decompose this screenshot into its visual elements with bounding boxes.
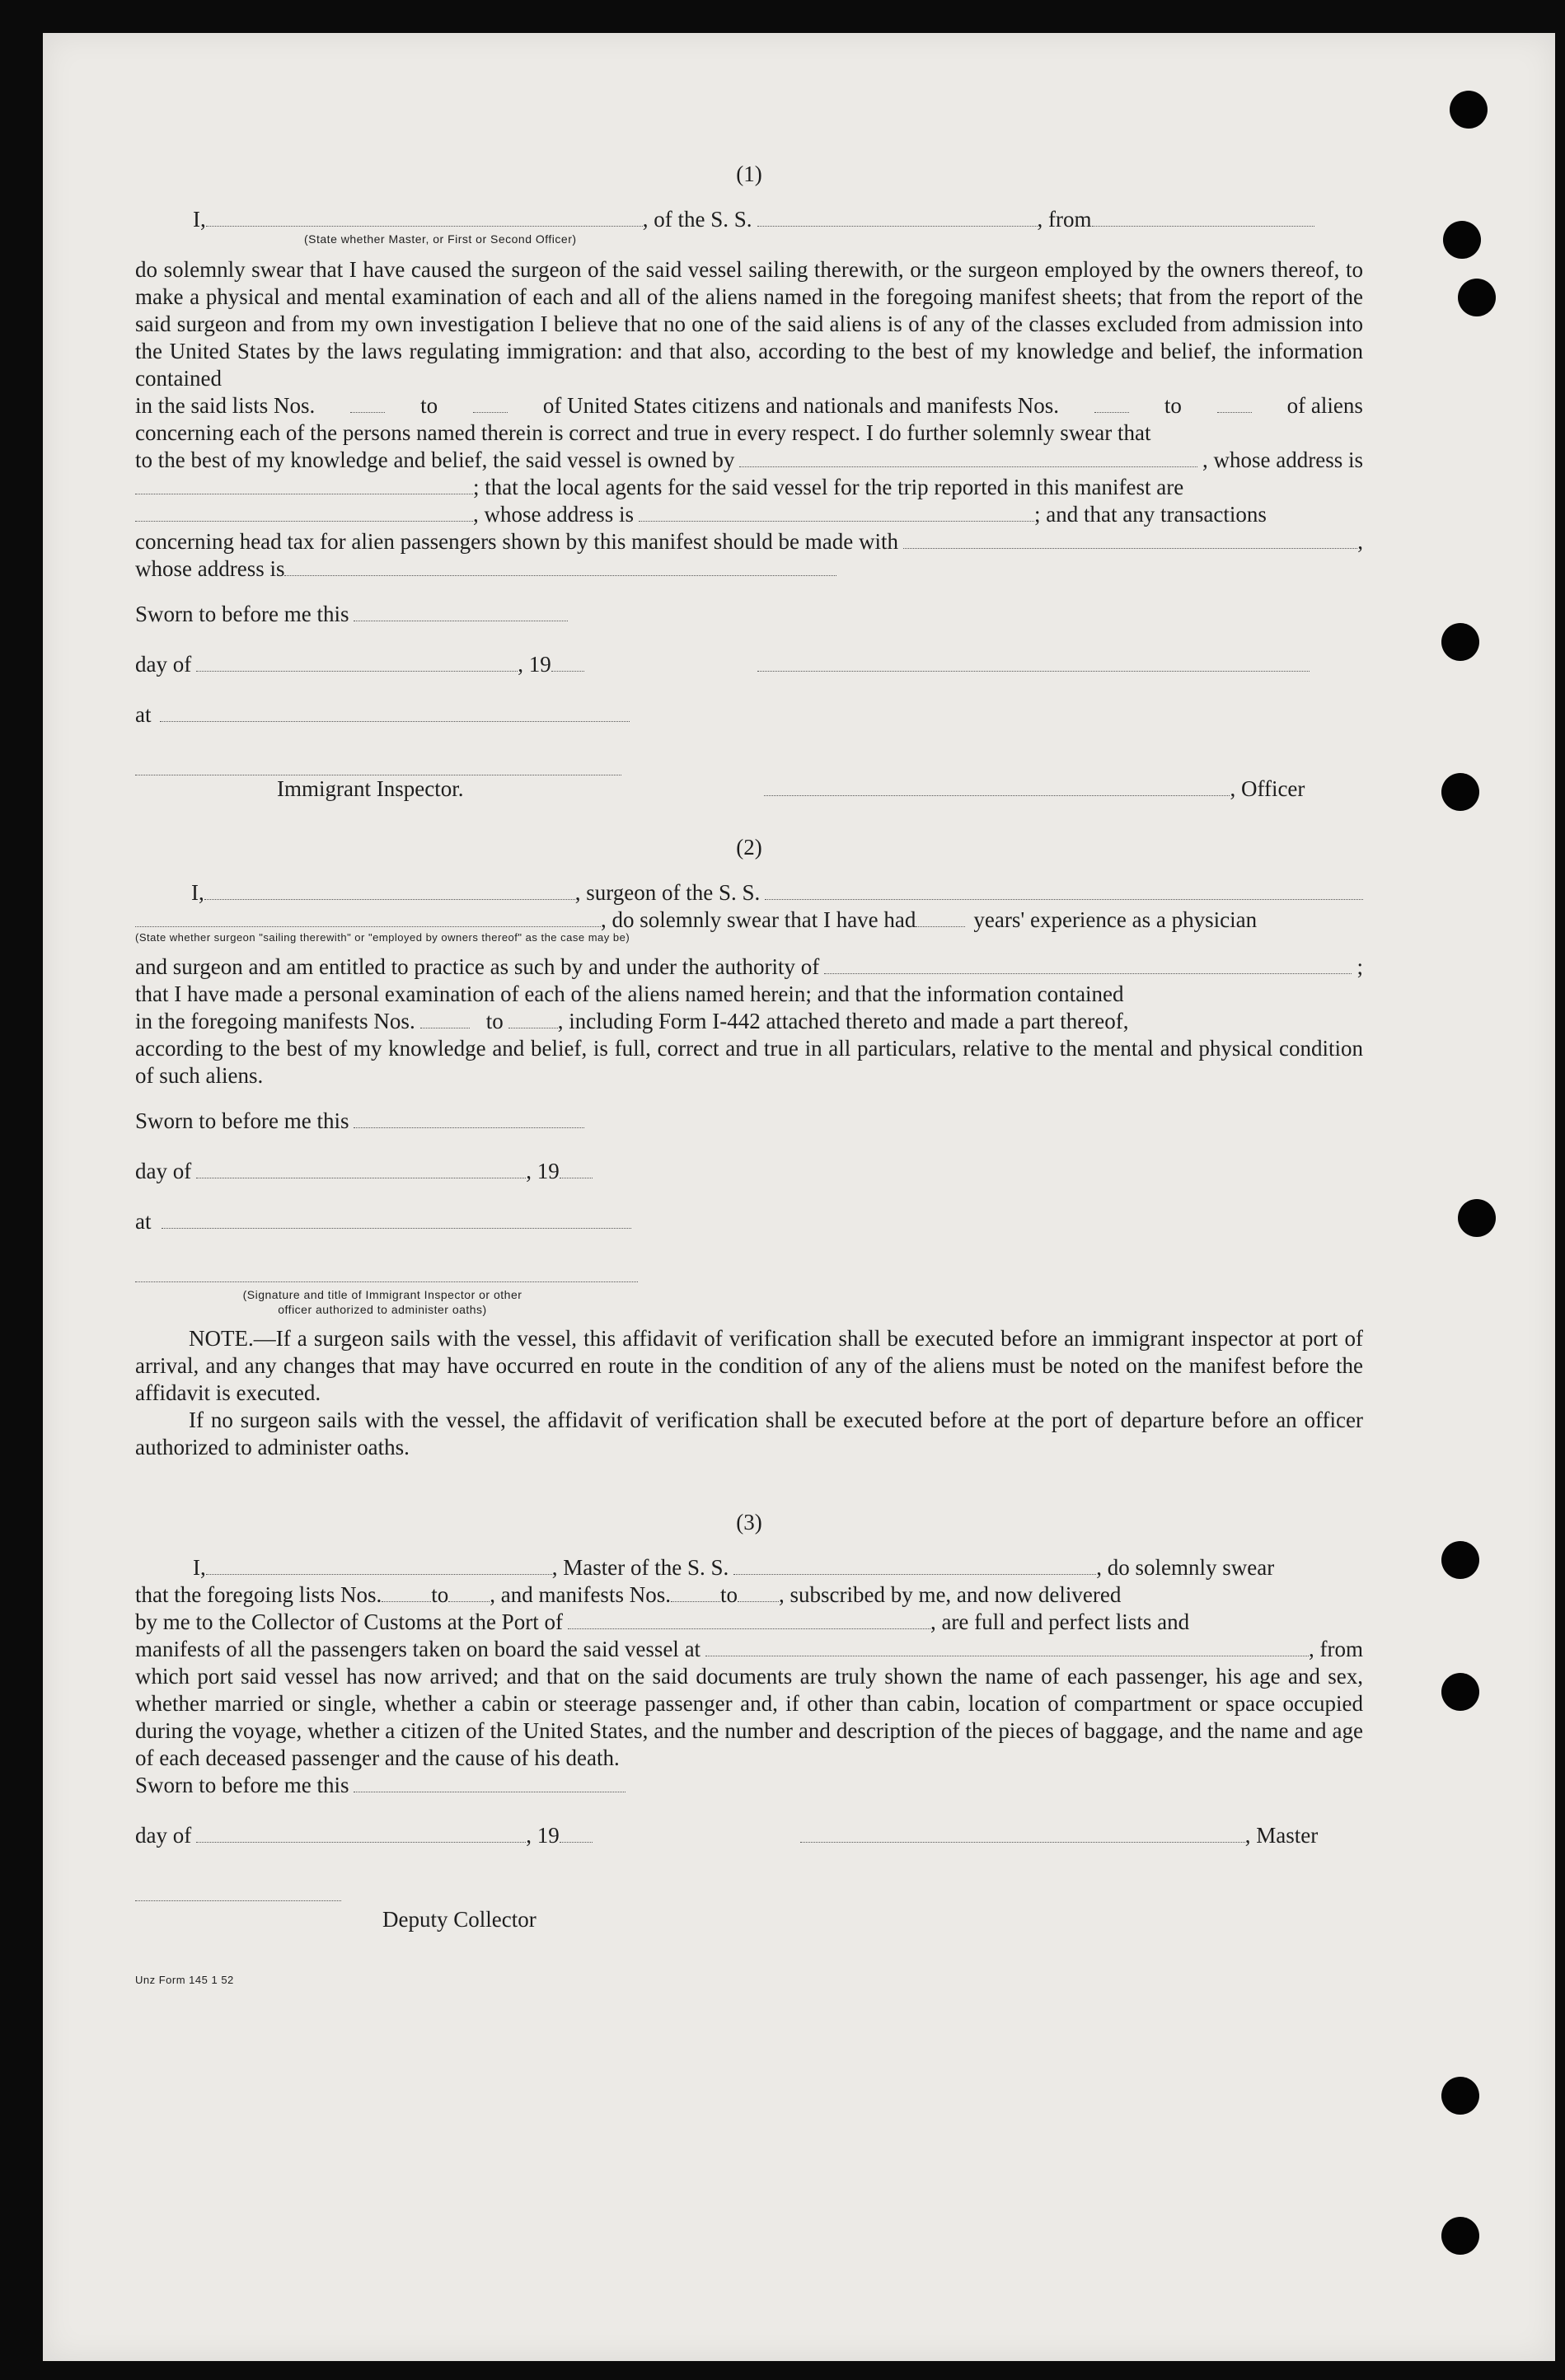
document-body [135, 161, 1363, 1988]
section-1-head-tax-line: concerning head tax for alien passengers shown by this manifest should be made with , [135, 529, 1363, 554]
master-vessel-field[interactable] [733, 1556, 1096, 1575]
master-manifest-from-field[interactable] [671, 1583, 720, 1602]
at-place-field[interactable] [160, 703, 630, 722]
section-1-lists-line: in the said lists Nos. to of United States citizens and nationals and manifests Nos. to of aliens [135, 393, 1363, 418]
master-sworn-field[interactable] [354, 1773, 626, 1792]
surgeon-day-field[interactable] [196, 1160, 526, 1178]
section-1-sworn: Sworn to before me this [135, 601, 1363, 628]
owner-address-field[interactable] [135, 476, 473, 494]
section-3-taken-line: manifests of all the passengers taken on board the said vessel at , from [135, 1637, 1363, 1661]
section-3-deputy-line [135, 1882, 1363, 1901]
note-paragraph-1: NOTE.—If a surgeon sails with the vessel, this affidavit of verification shall be executed before an immigrant inspector at port of arrival, and any changes that may have occurred en route in the condition of any of the aliens must be noted on the manifest before the affidavit is executed. [135, 1326, 1363, 1405]
punch-hole [1441, 1541, 1479, 1579]
surgeon-vessel-field[interactable] [765, 881, 1363, 900]
punch-hole [1458, 279, 1496, 316]
officer-signature-field[interactable] [757, 653, 1310, 672]
day-of-field[interactable] [196, 653, 518, 672]
inspector-signature-field[interactable] [135, 757, 621, 775]
punch-hole [1441, 623, 1479, 661]
section-1-agents-line: ; that the local agents for the said vessel for the trip reported in this manifest are [135, 474, 1363, 501]
list-from-field[interactable] [350, 394, 385, 413]
surgeon-type-field[interactable] [135, 908, 601, 927]
section-3-lists-line: that the foregoing lists Nos. to , and manifests Nos. to , subscribed by me, and now delivered [135, 1582, 1122, 1607]
vessel-name-field[interactable] [757, 208, 1038, 227]
officer-line[interactable] [764, 777, 1230, 796]
punch-hole [1441, 773, 1479, 811]
section-3-number: (3) [736, 1510, 762, 1534]
master-name-field[interactable] [206, 1556, 552, 1575]
surgeon-note: (State whether surgeon "sailing therewith" or "employed by owners thereof" as the case may be) [135, 931, 630, 944]
section-2-sworn: Sworn to before me this [135, 1108, 1363, 1135]
master-day-field[interactable] [196, 1824, 526, 1843]
authority-field[interactable] [824, 955, 1352, 974]
local-agents-field[interactable] [135, 503, 473, 522]
officer-name-field[interactable] [206, 208, 643, 227]
signature-note: (Signature and title of Immigrant Inspector or other officer authorized to administer oaths) [242, 1288, 522, 1316]
section-1-at: at [135, 701, 1363, 729]
section-3-collector-line: by me to the Collector of Customs at the Port of , are full and perfect lists and [135, 1609, 1190, 1634]
note-paragraph-2: If no surgeon sails with the vessel, the affidavit of verification shall be executed before at the port of departure before an officer authorized to administer oaths. [135, 1408, 1363, 1459]
master-list-from-field[interactable] [382, 1583, 431, 1602]
master-manifest-to-field[interactable] [738, 1583, 779, 1602]
owner-field[interactable] [739, 448, 1197, 467]
section-3-intro: I, , Master of the S. S. , do solemnly swear [193, 1555, 1275, 1580]
head-tax-address-field[interactable] [284, 557, 836, 576]
deputy-collector-label: Deputy Collector [382, 1907, 537, 1932]
manifest-to-field[interactable] [1217, 394, 1252, 413]
section-1-day-of: day of , 19 [135, 651, 1363, 678]
section-1-number: (1) [736, 162, 762, 186]
section-2-manifests-line: in the foregoing manifests Nos. to , including Form I-442 attached thereto and made a part thereof, [135, 1009, 1129, 1033]
punch-hole [1450, 91, 1488, 129]
section-2-swear-line: , do solemnly swear that I have had years' experience as a physician [135, 907, 1363, 934]
master-signature-field[interactable] [800, 1824, 1245, 1843]
punch-hole [1441, 1673, 1479, 1711]
section-2-intro: I, , surgeon of the S. S. [135, 879, 1363, 907]
section-1-body: do solemnly swear that I have caused the surgeon of the said vessel sailing therewith, or the surgeon employed by the owners thereof, to make a physical and mental examination of each and all of the aliens named in the foregoing manifest sheets; that from the report of the said surgeon and from my own investigation I believe that no one of the said aliens is of any of the classes excluded from admission into the United States by the laws regulating immigration: and that also, according to the best of my knowledge and belief, the information contained [135, 257, 1363, 391]
surgeon-year-field[interactable] [560, 1160, 593, 1178]
section-2-day-of: day of , 19 [135, 1158, 1363, 1185]
manifest-page [43, 33, 1555, 2361]
of-ss-label: , of the S. S. [642, 207, 752, 232]
punch-hole [1458, 1199, 1496, 1237]
surgeon-inspector-signature-field[interactable] [135, 1263, 638, 1282]
master-year-field[interactable] [560, 1824, 593, 1843]
agent-address-field[interactable] [639, 503, 1034, 522]
from-port-field[interactable] [1092, 208, 1314, 227]
list-to-field[interactable] [473, 394, 508, 413]
section-3-body: which port said vessel has now arrived; and that on the said documents are truly shown the name of each passenger, his age and sex, whether married or single, whether a cabin or steerage passenger and, if other than cabin, location of compartment or space occupied during the voyage, whether a citizen of the United States, and the number and description of the pieces of baggage, and the name and age of each deceased passenger and the cause of his death. [135, 1664, 1363, 1770]
section-3-day-of: day of , 19 , Master [135, 1823, 1319, 1848]
surgeon-manifest-to-field[interactable] [508, 1010, 558, 1028]
section-1-intro [135, 206, 1363, 233]
section-1-agent-address-line: , whose address is ; and that any transactions [135, 501, 1363, 528]
punch-hole [1441, 2217, 1479, 2255]
surgeon-manifest-from-field[interactable] [420, 1010, 470, 1028]
surgeon-sworn-field[interactable] [354, 1109, 584, 1128]
officer-note: (State whether Master, or First or Second Officer) [304, 232, 577, 246]
section-2-body: that I have made a personal examination of each of the aliens named herein; and that the information contained [135, 982, 1124, 1006]
section-2-at: at [135, 1208, 1363, 1235]
year-field[interactable] [551, 653, 584, 672]
intro-i: I, [193, 207, 206, 232]
section-1-head-tax-address-line: whose address is [135, 555, 1363, 583]
deputy-collector-signature-field[interactable] [135, 1882, 341, 1901]
surgeon-at-field[interactable] [162, 1210, 631, 1229]
years-field[interactable] [916, 908, 965, 927]
section-2-number: (2) [736, 835, 762, 860]
surgeon-name-field[interactable] [204, 881, 575, 900]
section-1-signature-lines [135, 757, 1363, 775]
embark-port-field[interactable] [705, 1637, 1309, 1656]
section-1-body-2: concerning each of the persons named therein is correct and true in every respect. I do further solemnly swear that [135, 420, 1151, 445]
collector-port-field[interactable] [568, 1610, 930, 1629]
section-2-signature [135, 1263, 1363, 1282]
section-1-titles: Immigrant Inspector. , Officer [277, 776, 1305, 801]
section-2-body-2: according to the best of my knowledge and belief, is full, correct and true in all particulars, relative to the mental and physical condition of such aliens. [135, 1036, 1363, 1088]
form-number: Unz Form 145 1 52 [135, 1974, 234, 1986]
section-1-owner-line: to the best of my knowledge and belief, the said vessel is owned by , whose address is [135, 447, 1363, 472]
head-tax-party-field[interactable] [903, 530, 1357, 549]
manifest-from-field[interactable] [1094, 394, 1129, 413]
section-3-sworn: Sworn to before me this [135, 1772, 1363, 1799]
master-list-to-field[interactable] [448, 1583, 490, 1602]
section-2-authority: and surgeon and am entitled to practice as such by and under the authority of ; [135, 954, 1363, 979]
punch-hole [1443, 221, 1481, 259]
punch-hole [1441, 2077, 1479, 2115]
from-label: , from [1037, 207, 1092, 232]
sworn-date-field[interactable] [354, 602, 568, 621]
